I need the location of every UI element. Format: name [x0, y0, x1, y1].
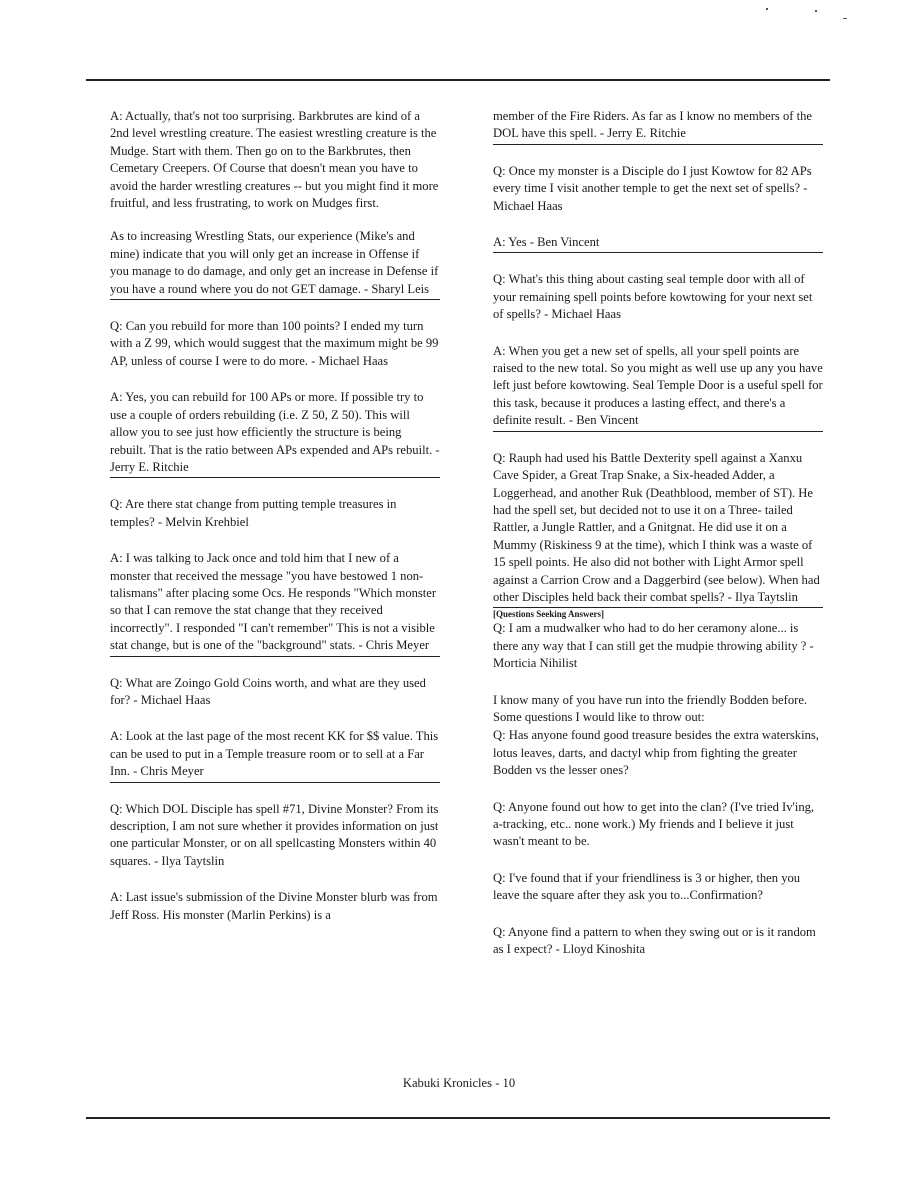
question-paragraph: Q: I am a mudwalker who had to do her ceramony alone... is there any way that I can still get the mudpie throwing ability ? - Morticia Nihilist	[493, 621, 814, 671]
answer-paragraph: A: When you get a new set of spells, all your spell points are raised to the new total. So you might as well use up any you have left just before kowtowing. Seal Temple Door is a useful spell for this task, because it produces a lasting effect, and there's a definite result. - Ben Vincent	[493, 343, 823, 432]
question-paragraph: Q: Once my monster is a Disciple do I just Kowtow for 82 APs every time I visit another temple to get the next set of spells? - Michael Haas	[493, 163, 812, 213]
question-paragraph: Q: Can you rebuild for more than 100 points? I ended my turn with a Z 99, which would suggest that the maximum might be 99 AP, unless of course I were to do more. - Michael Haas	[110, 319, 439, 368]
question-paragraph: Q: Are there stat change from putting temple treasures in temples? - Melvin Krehbiel	[110, 497, 397, 529]
answer-paragraph: A: Look at the last page of the most recent KK for $$ value. This can be used to put in a Temple treasure room or to sell at a Far Inn. - Chris Meyer	[110, 728, 440, 782]
header-rule	[86, 79, 830, 81]
answer-paragraph: member of the Fire Riders. As far as I know no members of the DOL have this spell. - Jerry E. Ritchie	[493, 108, 823, 145]
footer-rule	[86, 1117, 830, 1119]
scan-speck	[815, 10, 817, 12]
right-column	[493, 108, 823, 959]
answer-paragraph: A: I was talking to Jack once and told him that I new of a monster that received the message "you have bestowed 1 non-talismans" after placing some Ocs. He responds "Which monster so that I can remove the stat change that they received incorrectly". I responded "I can't remember" This is not a visible stat change, but is one of the "background" stats. - Chris Meyer	[110, 550, 440, 656]
answer-paragraph: A: Yes - Ben Vincent	[493, 234, 823, 253]
question-paragraph: Q: What's this thing about casting seal temple door with all of your remaining spell points before kowtowing for your next set of spells? - Michael Haas	[493, 272, 813, 322]
answer-paragraph: A: Actually, that's not too surprising. Barkbrutes are kind of a 2nd level wrestling creature. The easiest wrestling creature is the Mudge. Start with them. Then go on to the Barkbrutes, then Cemetary Creepers. Of Course that doesn't mean you have to avoid the harder wrestling creatures -- but you might find it more fruitful, and less frustrating, to work on Mudges first.	[110, 109, 439, 211]
question-paragraph: Q: Which DOL Disciple has spell #71, Divine Monster? From its description, I am not sure whether it provides information on just one particular Monster, or on all spellcasting Monsters within 40 squares. - Ilya Taytslin	[110, 801, 439, 868]
answer-paragraph: As to increasing Wrestling Stats, our experience (Mike's and mine) indicate that you will only get an increase in Offense if you manage to do damage, and only get an increase in Defense if you have a round where you do not GET damage. - Sharyl Leis	[110, 228, 440, 300]
question-paragraph: Q: I've found that if your friendliness is 3 or higher, then you leave the square after they ask you to...Confirmation?	[493, 870, 801, 903]
question-paragraph: Q: What are Zoingo Gold Coins worth, and what are they used for? - Michael Haas	[110, 675, 426, 707]
left-column	[110, 108, 440, 925]
question-paragraph: Q: Has anyone found good treasure besides the extra waterskins, lotus leaves, darts, and dactyl whip from fighting the greater Bodden vs the lesser ones?	[493, 728, 819, 778]
answer-paragraph: A: Yes, you can rebuild for 100 APs or more. If possible try to use a couple of orders rebuilding (i.e. Z 50, Z 50). This will allow you to see just how efficiently the structure is being rebuilt. That is the ratio between APs expended and APs rebuilt. - Jerry E. Ritchie	[110, 389, 440, 478]
page-footer: Kabuki Kronicles - 10	[402, 1076, 516, 1090]
question-paragraph: Q: Anyone found out how to get into the clan? (I've tried Iv'ing, a-tracking, etc.. none work.) My friends and I believe it just wasn't meant to be.	[493, 799, 815, 849]
scan-speck	[843, 18, 847, 19]
answer-paragraph: A: Last issue's submission of the Divine Monster blurb was from Jeff Ross. His monster (Marlin Perkins) is a	[110, 890, 438, 922]
question-paragraph: Q: Anyone find a pattern to when they swing out or is it random as I expect? - Lloyd Kinoshita	[493, 924, 816, 957]
section-heading: [Questions Seeking Answers]	[493, 609, 605, 620]
question-paragraph: Q: Rauph had used his Battle Dexterity spell against a Xanxu Cave Spider, a Great Trap Snake, a Six-headed Adder, a Loggerhead, and another Ruk (Deathblood, member of ST). He had the spell set, but decided not to use it on a Three- tailed Rattler, a Jungle Rattler, and a Gnitgnat. He did use it on a Mummy (Riskiness 9 at the time), which I think was a waste of 15 spell points. He also did not bother with Light Armor spell against a Carrion Crow and a Daggerbird (see below). When had other Disciples held back their combat spells? - Ilya Taytslin	[493, 450, 823, 609]
scan-speck	[766, 8, 768, 10]
intro-paragraph: I know many of you have run into the friendly Bodden before. Some questions I would like to throw out:	[493, 692, 808, 724]
